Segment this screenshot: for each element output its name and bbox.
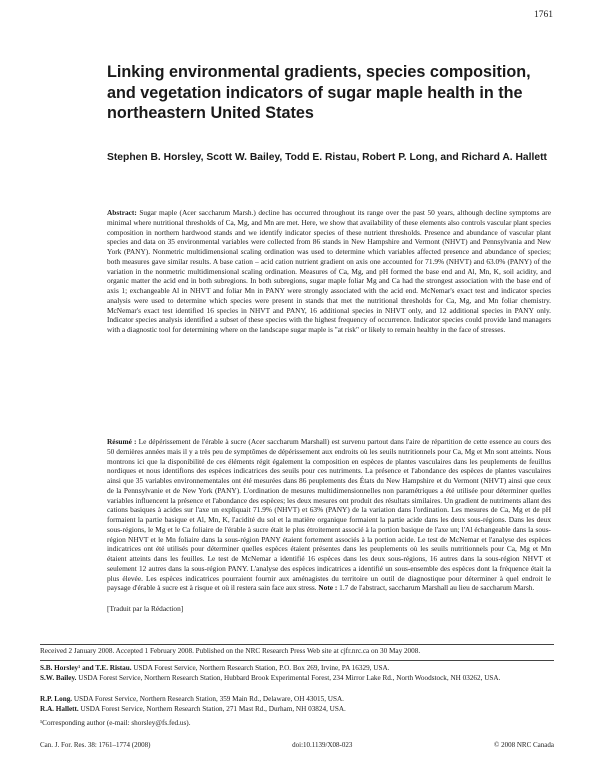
doi: doi:10.1139/X08-023 [292,741,353,749]
copyright: © 2008 NRC Canada [494,741,554,749]
page-number: 1761 [534,10,553,20]
affiliation-3-text: USDA Forest Service, Northern Research Station, 359 Main Rd., Delaware, OH 43015, USA. [73,695,344,703]
affiliation-2-names: S.W. Bailey. [40,674,77,682]
abstract-label: Abstract: [107,208,137,217]
affiliation-4 [40,705,554,714]
abstract-text: Sugar maple (Acer saccharum Marsh.) decline has occurred throughout its range over the past 50 years, although decline symptoms are minimal where nutritional thresholds of Ca, Mg, and Mn are met. Here, we show that availability of these elements also controls vascular plant species composition in northern hardwood stands and we identify indicator species of these nutrient thresholds. Presence and abundance of vascular plant species and data on 35 environmental variables were collected from 86 stands in New Hampshire and Vermont (NHVT) and Pennsylvania and New York (PANY). Nonmetric multidimensional scaling ordination was used to determine which variables affected presence and abundance of species; both measures gave similar results. A base cation – acid cation nutrient gradient on axis one accounted for 71.9% (NHVT) and 63.0% (PANY) of the variation in the nonmetric multidimensional scaling ordination. Measures of Ca, Mg, and pH formed the base end and Al, Mn, K, soil acidity, and organic matter the acid end in both subregions. In both subregions, sugar maple foliar Mg and Ca had the strongest association with the base end of axis 1; exchangeable Al in NHVT and foliar Mn in PANY were strongly associated with the acid end. McNemar's exact test and indicator species analysis were used to determine which species were present in stands that met the nutritional thresholds for Ca, Mg, and Mn foliar chemistry. McNemar's exact test identified 16 species in NHVT and PANY, 16 additional species in NHVT only, and 12 additional species in PANY only. Indicator species analysis identified a subset of these species with the highest frequency of occurrence. Indicator species could provide land managers with a diagnostic tool for determining where on the landscape sugar maple is "at risk" or likely to remain healthy in the face of stresses. [107,208,551,334]
affiliation-divider [40,660,554,661]
page-footer [40,741,554,749]
received-dates: Received 2 January 2008. Accepted 1 February 2008. Published on the NRC Research Press Web site at cjfr.nrc.ca on 30 May 2008. [40,647,421,655]
resume-note-label: Note : [318,583,338,593]
affiliation-1 [40,664,554,673]
affiliation-4-names: R.A. Hallett. [40,705,79,713]
article-title: Linking environmental gradients, species composition, and vegetation indicators of sugar maple health in the northeastern United States [107,63,531,122]
abstract [107,208,551,335]
author-list: Stephen B. Horsley, Scott W. Bailey, Todd E. Ristau, Robert P. Long, and Richard A. Hallett [107,152,547,163]
resume-label: Résumé : [107,437,137,446]
journal-citation: Can. J. For. Res. 38: 1761–1774 (2008) [40,741,151,749]
affiliation-2 [40,674,554,683]
resume [107,437,551,593]
corresponding-author: ¹Corresponding author (e-mail: shorsley@fs.fed.us). [40,719,191,727]
affiliation-2-text: USDA Forest Service, Northern Research Station, Hubbard Brook Experimental Forest, 234 Mirror Lake Rd., North Woodstock, NH 03262, USA. [78,674,501,682]
affiliation-4-text: USDA Forest Service, Northern Research Station, 271 Mast Rd., Durham, NH 03824, USA. [80,705,346,713]
footnote-divider [40,644,554,645]
affiliation-1-names: S.B. Horsley¹ and T.E. Ristau. [40,664,132,672]
affiliation-1-text: USDA Forest Service, Northern Research Station, P.O. Box 269, Irvine, PA 16329, USA. [133,664,390,672]
affiliation-3 [40,695,554,704]
translation-note: [Traduit par la Rédaction] [107,604,184,613]
resume-text: Le dépérissement de l'érable à sucre (Acer saccharum Marshall) est survenu partout dans l'aire de répartition de cette essence au cours des 50 dernières années mais il y a très peu de symptômes de dépérissement aux endroits où les seuils nutritionnels pour Ca, Mg et Mn sont atteints. Nous montrons ici que la disponibilité de ces éléments régit également la composition en espèces de plantes vasculaires dans les peuplements de feuillus nordiques et nous identifions des espèces indicatrices des seuils pour ces nutriments. La présence et l'abondance des espèces de plantes vasculaires ainsi que 35 variables environnementales ont été mesurées dans 86 peuplements des États du New Hampshire et du Vermont (NHVT) ainsi que ceux de la Pennsylvanie et de New York (PANY). L'ordination de mesures multidimensionnelles non paramétriques a été utilisée pour déterminer quelles variables influencent la présence et l'abondance des espèces; les deux mesures ont produit des résultats similaires. Un gradient de nutriments allant des cations basiques à acides sur l'axe un expliquait 71.9% (NHVT) et 63% (PANY) de la variation dans l'ordination. Les mesures de Ca, Mg et de pH formaient la partie basique et Al, Mn, K, l'acidité du sol et la matière organique formaient la partie acide dans les deux sous-régions. Dans les deux sous-régions, le Mg et le Ca foliaire de l'érable à sucre était le plus étroitement associé à la portion basique de l'axe un; l'Al échangeable dans la sous-région NHVT et le Mn foliaire dans la sous-région PANY étaient fortement associés à la portion acide. Le test de McNemar et l'analyse des espèces indicatrices ont été utilisés pour déterminer quelles espèces étaient présentes dans les peuplements où les seuils nutritionnels pour Ca, Mg et Mn étaient atteints dans les feuilles. Le test de McNemar a identifié 16 espèces dans les deux sous-régions, 16 autres dans la sous-région NHVT et seulement 12 autres dans la sous-région PANY. L'analyse des espèces indicatrices a identifié un sous-ensemble des espèces dont la fréquence était la plus élevée. Les espèces indicatrices pourraient fournir aux aménagistes du territoire un outil de diagnostique pour déterminer à quel endroit le paysage d'érable à sucre est à risque et où il restera sain face aux stress. [107,437,551,593]
resume-note-text: 1.7 de l'abstract, saccharum Marshall au lieu de saccharum Marsh. [339,583,535,593]
affiliation-3-names: R.P. Long. [40,695,73,703]
